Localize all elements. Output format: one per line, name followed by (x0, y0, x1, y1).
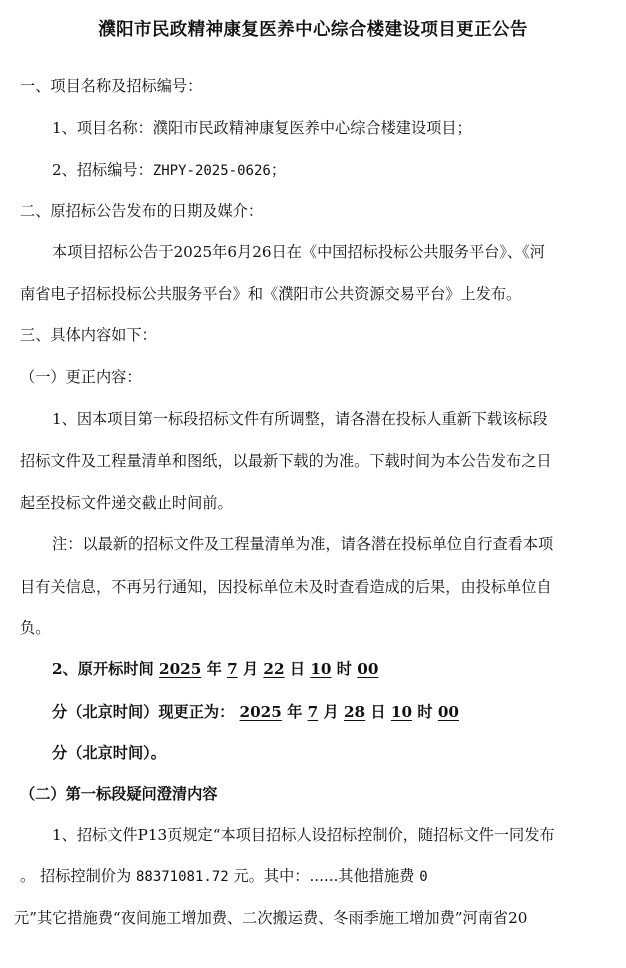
opening-time-line (52, 659, 378, 679)
new-opening-time-line (52, 702, 459, 722)
control-price-amount: 88371081.72 (135, 869, 229, 885)
note-line-3: 负。 (20, 619, 51, 637)
correction-para-line-3: 起至投标文件递交截止时间前。 (20, 494, 233, 512)
new-day: 28 (343, 703, 366, 721)
minute-tz-corrected-label: 分（北京时间）现更正为： (52, 703, 235, 721)
other-measures-fee-value: 0 (419, 869, 428, 885)
new-day-unit: 日 (370, 703, 386, 721)
new-hour-unit: 时 (417, 703, 433, 721)
section-2-heading: 二、原招标公告发布的日期及媒介： (20, 202, 263, 220)
note-line-2: 目有关信息，不再另行通知，因投标单位未及时查看造成的后果，由投标单位自 (20, 578, 552, 596)
publish-info-line-2: 南省电子招标投标公共服务平台》和《濮阳市公共资源交易平台》上发布。 (20, 285, 522, 303)
clarification-line-2 (20, 866, 428, 887)
control-price-label: 。 招标控制价为 (20, 867, 132, 885)
subsection-clarification-heading: （二）第一标段疑问澄清内容 (20, 785, 218, 803)
section-3-heading: 三、具体内容如下： (20, 326, 157, 344)
new-month: 7 (307, 703, 319, 721)
clarification-line-1: 1、招标文件P13页规定“本项目招标人设招标控制价，随招标文件一同发布 (52, 826, 555, 844)
orig-month: 7 (227, 660, 238, 678)
correction-para-line-2: 招标文件及工程量清单和图纸，以最新下载的为准。下载时间为本公告发布之日 (20, 452, 552, 470)
clarification-line-3: 元”其它措施费“夜间施工增加费、二次搬运费、冬雨季施工增加费”河南省20 (14, 909, 528, 927)
orig-month-unit: 月 (242, 660, 259, 678)
tender-number-end: ； (270, 161, 286, 179)
new-minute: 00 (437, 703, 459, 721)
subsection-correction-heading: （一）更正内容： (20, 368, 142, 386)
tender-number-line (52, 160, 286, 181)
tender-number-label: 2、招标编号： (52, 161, 153, 179)
orig-hour: 10 (310, 660, 332, 678)
orig-hour-unit: 时 (336, 660, 352, 678)
opening-time-prefix: 2、原开标时间 (52, 660, 154, 678)
publish-info-line-1: 本项目招标公告于2025年6月26日在《中国招标投标公共服务平台》、《河 (52, 243, 545, 261)
new-month-unit: 月 (323, 703, 339, 721)
orig-year-unit: 年 (206, 660, 222, 678)
new-hour: 10 (390, 703, 413, 721)
control-price-rest: 元。其中：......其他措施费 (233, 867, 415, 885)
orig-year: 2025 (159, 660, 202, 678)
tender-number-code: ZHPY-2025-0626 (152, 163, 271, 179)
section-1-heading: 一、项目名称及招标编号： (20, 77, 203, 95)
correction-para-line-1: 1、因本项目第一标段招标文件有所调整，请各潜在投标人重新下载该标段 (52, 410, 548, 428)
beijing-time-line: 分（北京时间）。 (52, 744, 166, 762)
orig-day-unit: 日 (289, 660, 306, 678)
new-year: 2025 (239, 703, 282, 721)
new-year-unit: 年 (287, 703, 303, 721)
page-title: 濮阳市民政精神康复医养中心综合楼建设项目更正公告 (98, 20, 528, 40)
project-name-line: 1、项目名称：濮阳市民政精神康复医养中心综合楼建设项目； (52, 119, 472, 137)
orig-day: 22 (263, 660, 285, 678)
orig-minute: 00 (357, 660, 379, 678)
note-line-1: 注：以最新的招标文件及工程量清单为准，请各潜在投标单位自行查看本项 (52, 535, 554, 553)
